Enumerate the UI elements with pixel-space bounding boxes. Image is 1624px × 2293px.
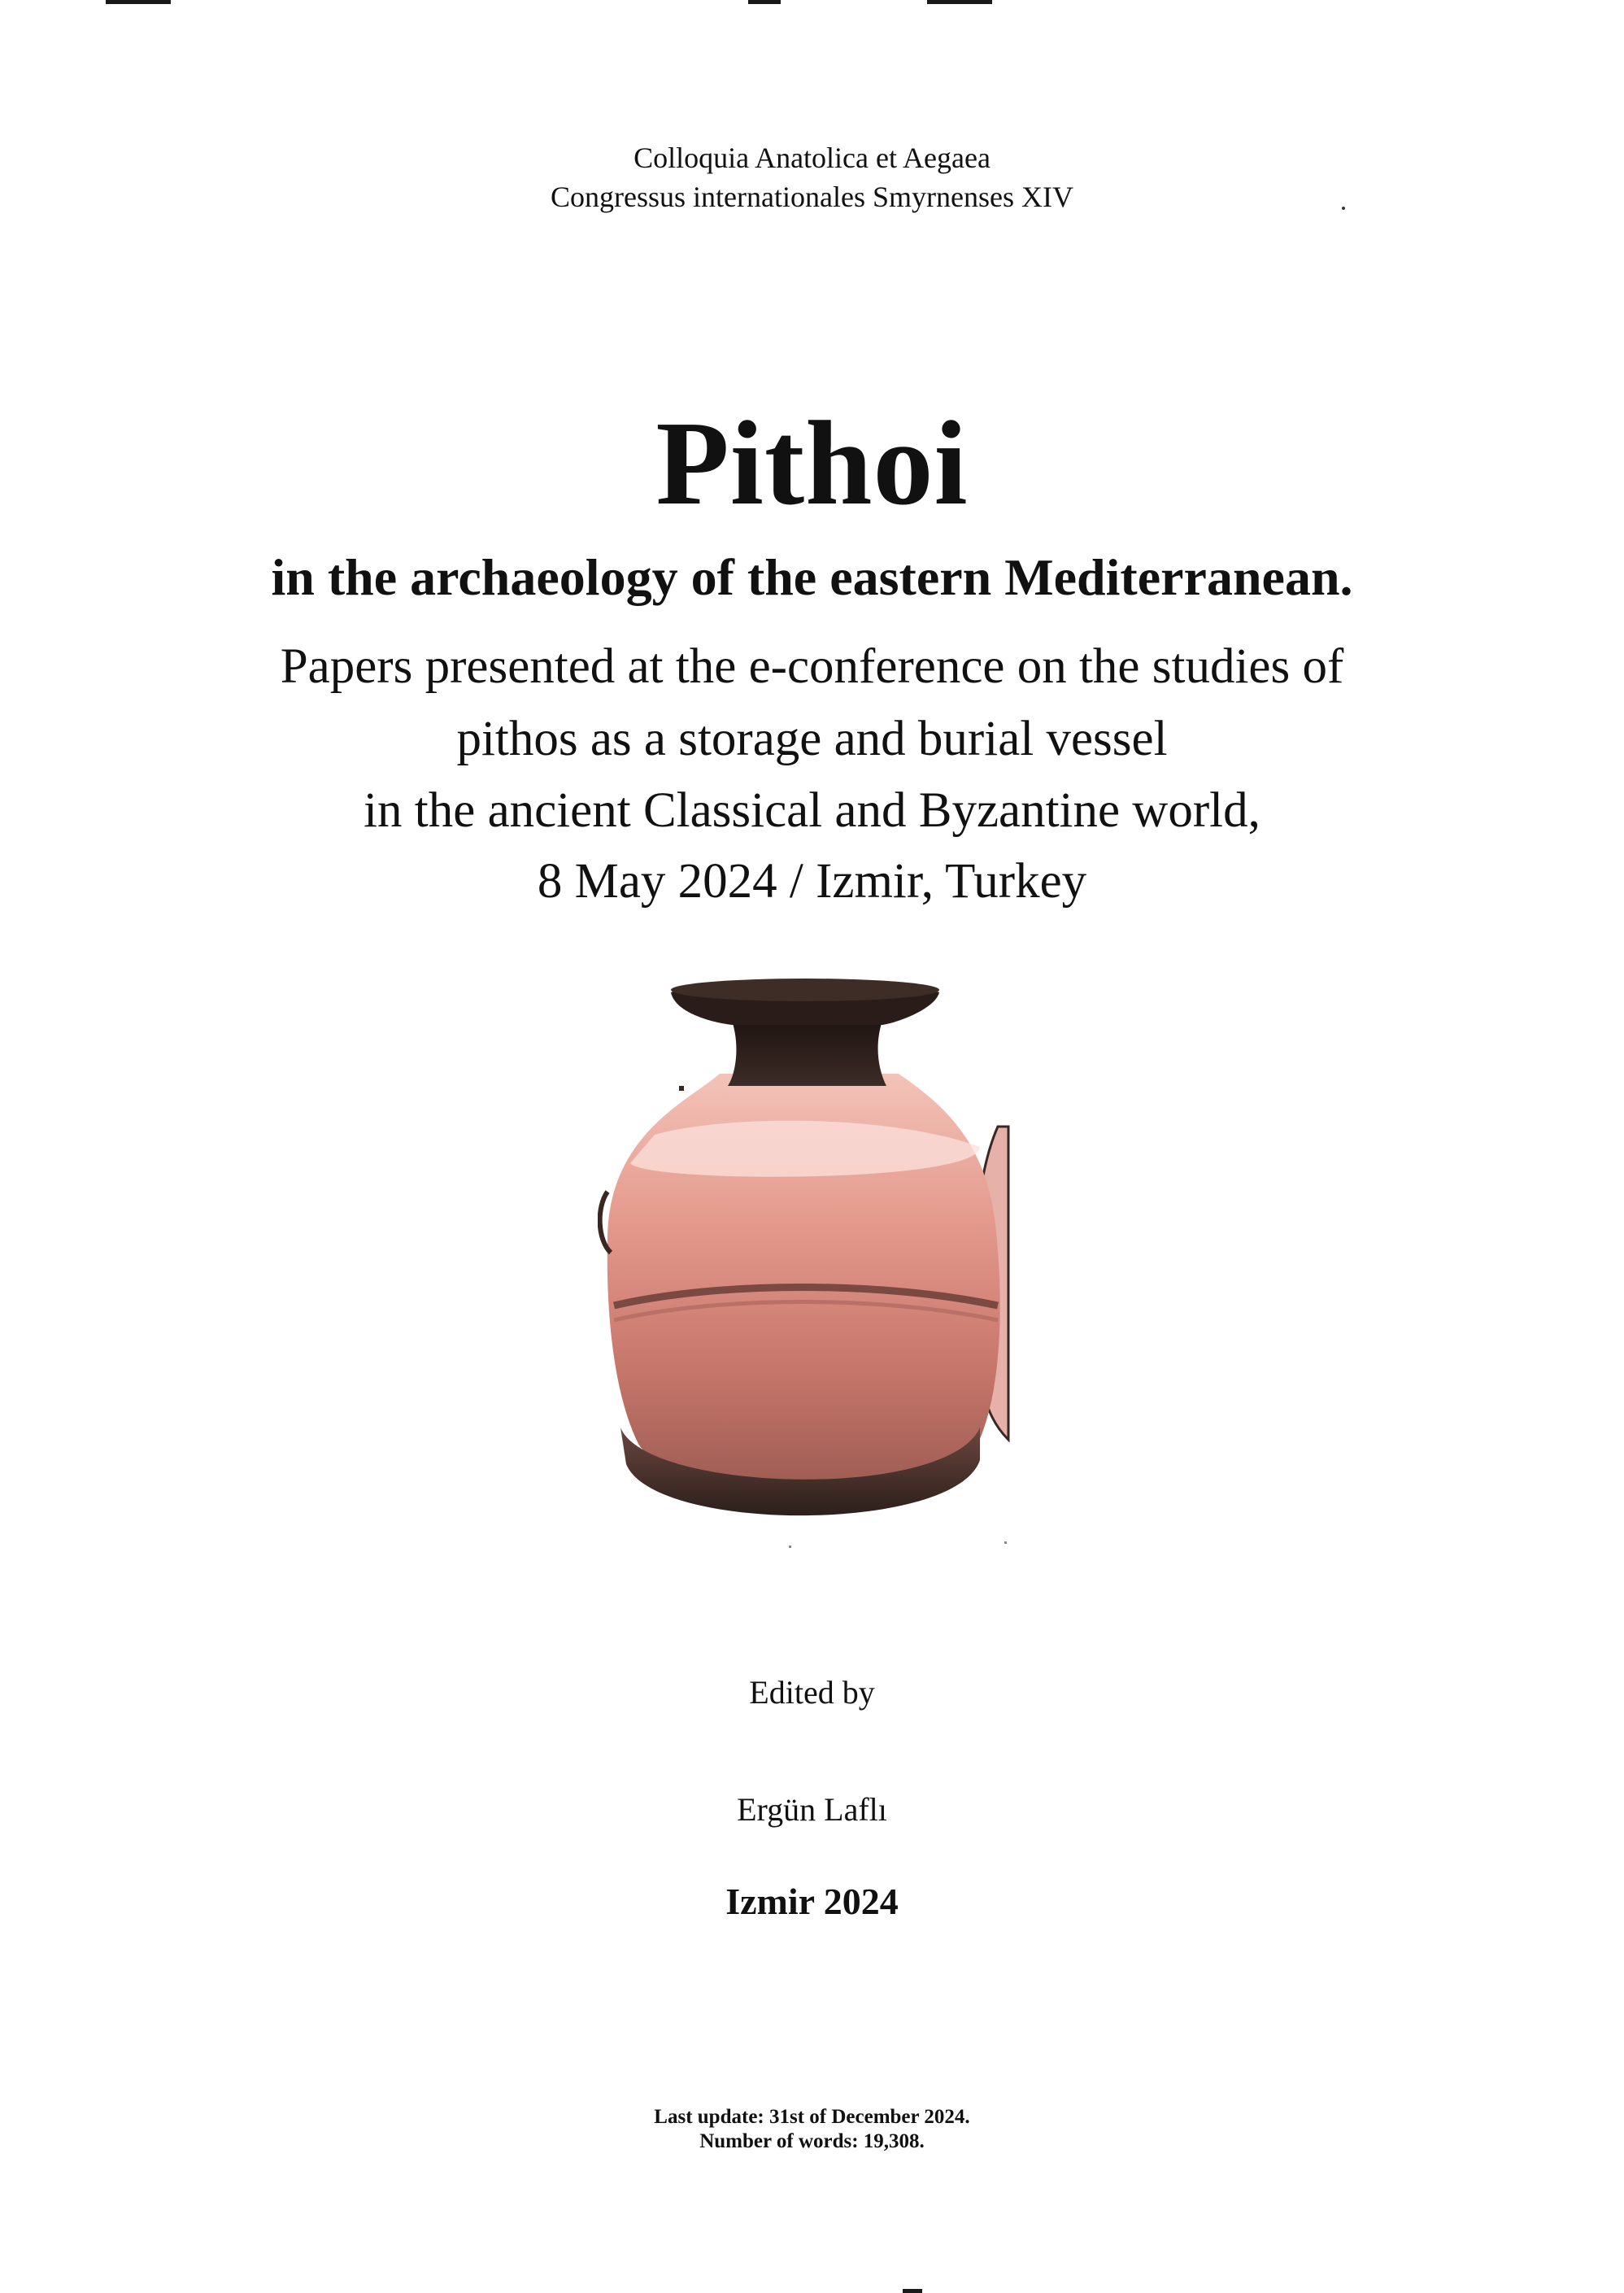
scan-mark-left	[106, 0, 171, 4]
description-line-4: 8 May 2024 / Izmir, Turkey	[537, 854, 1087, 909]
series-title: Colloquia Anatolica et Aegaea	[633, 142, 991, 174]
scan-mark-middle	[748, 0, 781, 4]
scan-mark-bottom	[903, 2289, 922, 2293]
description-line-3: in the ancient Classical and Byzantine world,	[364, 783, 1260, 838]
edited-by-label: Edited by	[749, 1674, 875, 1711]
editor-name: Ergün Laflı	[737, 1791, 887, 1828]
word-count: Number of words: 19,308.	[699, 2130, 925, 2152]
pithos-image	[598, 972, 1021, 1562]
book-title: Pithoi	[655, 397, 969, 530]
scan-mark-right	[927, 0, 992, 4]
description-line-1: Papers presented at the e-conference on the studies of	[280, 639, 1344, 694]
last-update: Last update: 31st of December 2024.	[654, 2106, 970, 2128]
description-line-2: pithos as a storage and burial vessel	[456, 712, 1168, 766]
place-and-year: Izmir 2024	[725, 1881, 899, 1922]
scan-dot	[1342, 207, 1345, 210]
book-subtitle: in the archaeology of the eastern Mediterranean.	[271, 548, 1353, 606]
series-subtitle: Congressus internationales Smyrnenses XIV	[551, 181, 1073, 213]
